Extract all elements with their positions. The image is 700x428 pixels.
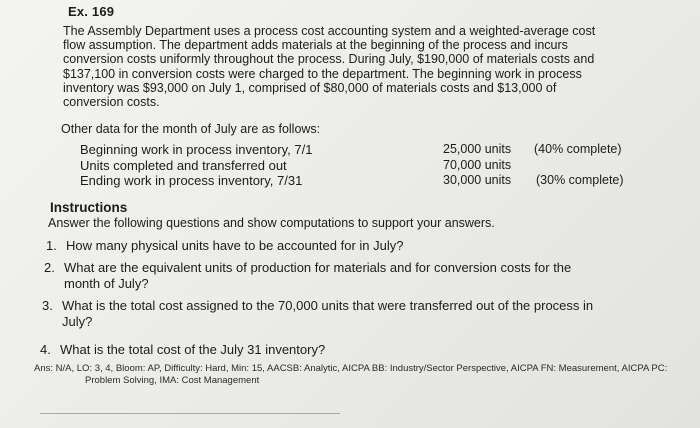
question-text: How many physical units have to be accounted for in July? bbox=[66, 238, 404, 253]
other-data-heading: Other data for the month of July are as follows: bbox=[61, 122, 321, 136]
answer-line: Ans: N/A, LO: 3, 4, Bloom: AP, Difficulty: Hard, Min: 15, AACSB: Analytic, AICPA BB: Industry/Sector Perspective, AICPA FN: Measurement, AICPA PC: bbox=[34, 363, 668, 374]
problem-statement bbox=[63, 24, 655, 109]
statement-line: inventory was $93,000 on July 1, comprised of $80,000 of materials costs and $13,000 of bbox=[63, 80, 557, 95]
data-row-label: Units completed and transferred out bbox=[80, 157, 287, 173]
question-text: What is the total cost assigned to the 70,000 units that were transferred out of the process in bbox=[62, 298, 594, 313]
data-row-units: 70,000 units bbox=[443, 157, 512, 172]
question-text: What are the equivalent units of production for materials and for conversion costs for the bbox=[64, 260, 572, 275]
statement-line: flow assumption. The department adds materials at the beginning of the process and incurs bbox=[63, 38, 568, 53]
instructions-heading: Instructions bbox=[50, 200, 128, 215]
question-number: 4. bbox=[40, 342, 51, 357]
question-text: month of July? bbox=[64, 275, 149, 291]
data-row-label: Ending work in process inventory, 7/31 bbox=[80, 173, 303, 188]
answer-line: Problem Solving, IMA: Cost Management bbox=[85, 375, 260, 386]
statement-line: The Assembly Department uses a process cost accounting system and a weighted-average cost bbox=[63, 24, 596, 38]
instructions-subtext: Answer the following questions and show computations to support your answers. bbox=[48, 216, 495, 230]
data-row-units: 30,000 units bbox=[443, 173, 512, 187]
data-row-units: 25,000 units bbox=[443, 142, 512, 156]
question-number: 3. bbox=[42, 298, 53, 313]
question-text: July? bbox=[62, 313, 93, 329]
other-data-labels bbox=[80, 142, 312, 189]
question-number: 1. bbox=[46, 238, 57, 253]
other-data-units bbox=[443, 142, 511, 189]
data-row-label: Beginning work in process inventory, 7/1 bbox=[80, 142, 313, 157]
ending-completion: (30% complete) bbox=[536, 173, 624, 187]
divider bbox=[40, 413, 340, 414]
question-text: What is the total cost of the July 31 inventory? bbox=[60, 342, 326, 357]
statement-line: conversion costs uniformly throughout the process. During July, $190,000 of materials costs and bbox=[63, 52, 595, 67]
answer-metadata bbox=[34, 363, 667, 387]
exercise-label: Ex. 169 bbox=[68, 4, 115, 19]
question-number: 2. bbox=[44, 260, 55, 275]
beginning-completion: (40% complete) bbox=[534, 142, 622, 156]
statement-line: conversion costs. bbox=[63, 95, 160, 110]
statement-line: $137,100 in conversion costs were charged to the department. The beginning work in process bbox=[63, 66, 582, 81]
